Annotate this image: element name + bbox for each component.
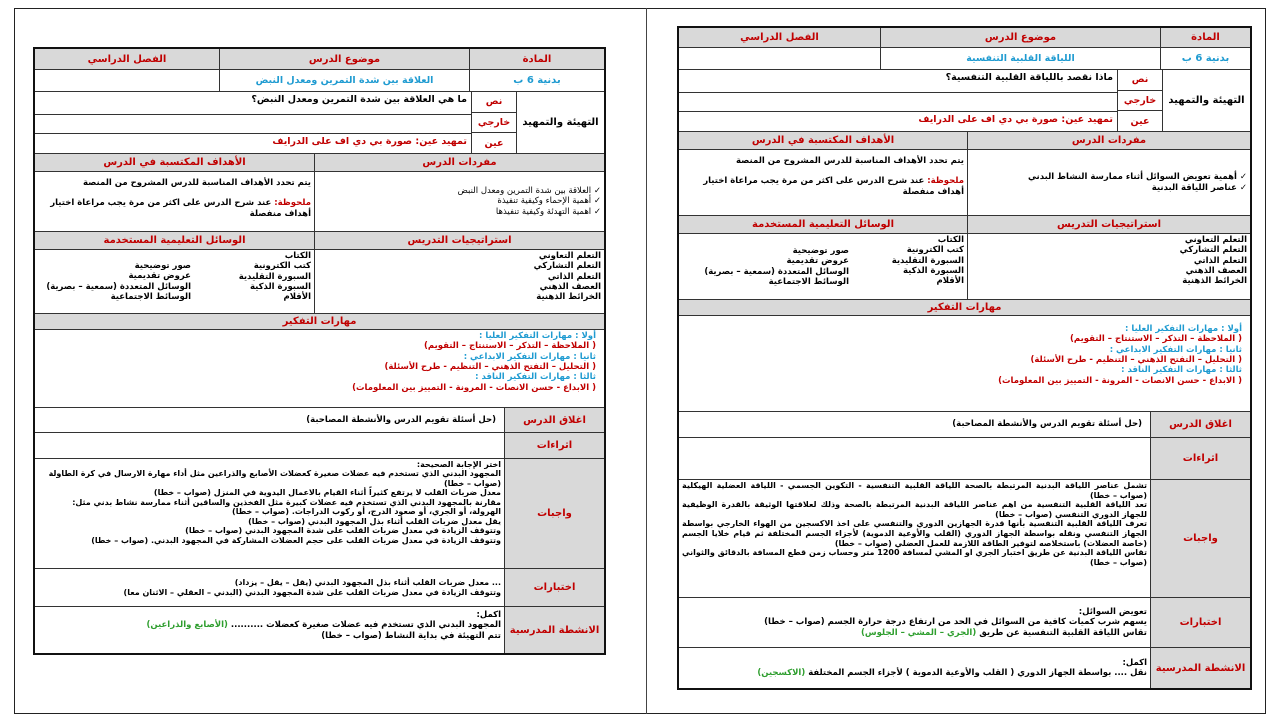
strategy-item: العصف الذهني [539,282,601,293]
test-item: وتتوقف الزيادة في معدل ضربات القلب على شدة المجهود البدني (البدني – العقلي – الاثنان معا) [123,587,501,597]
closing-row [35,408,604,433]
aid-item: كتب الكترونية [906,245,964,256]
vocab-item: ✓ العلاقة بين شدة التمرين ومعدل النبض [457,185,601,196]
header-row [35,49,604,70]
aid-item: السبورة الذكية [249,282,311,293]
thinking-second-items: ( التحليل – التفتح الذهني – التنظيم - طرح الأسئلة) [384,362,596,373]
vocab-item: ✓ أهمية الإحماء وكيفية تنفيذة [497,196,601,207]
test-item: ... معدل ضربات القلب أثناء بذل المجهود البدني (يقل – يقل – يزداد) [234,577,501,587]
activities-row [35,607,604,653]
aid-item: الوسائط الاجتماعية [110,291,191,302]
hw-item: مقارنة بالمجهود البدني الذي تستخدم فيه عضلات كبيرة مثل الفخذين والساقين أثناء ممارسة نشاط بدني مثل: الهرولة، أو الجري، أو صعود الدرج، أو ركوب الدراجات. (صواب – خطا) [72,497,501,517]
topic-label: موضوع الدرس [880,28,1160,47]
thinking-second: ثانيا : مهارات التفكير الابداعي : [463,351,596,362]
subject-label: المادة [469,49,604,69]
intro-row [35,92,604,154]
thinking-second: ثانيا : مهارات التفكير الابداعي : [1109,344,1242,355]
homework-row [35,459,604,569]
subject-value: بدنية 6 ب [469,70,604,91]
thinking-content [35,330,604,407]
topic-value: اللياقة القلبية التنفسية [880,48,1160,69]
thinking-first: أولا : مهارات التفكير العليا : [479,331,596,341]
enrichment-content [679,438,1150,479]
strategy-item: التعلم التشاركي [1179,245,1247,256]
intro-eye: تمهيد عين: صورة بي دي اف على الدرايف [272,136,467,147]
homework-row [679,480,1250,598]
aid-item: السبورة التقليدية [238,271,311,282]
hw-item: المجهود البدني الذي تستخدم فيه عضلات صغيرة كعضلات الأصابع والذراعين مثل أداء مهارة الارسال في كرة الطاولة (صواب – خطا) [48,469,501,488]
strategy-item: الخرائط الذهنية [536,292,601,303]
enrichment-row [679,438,1250,480]
enrichment-label: اثراءات [504,433,604,458]
homework-content [679,480,1150,597]
hw-item: يقل معدل ضربات القلب أثناء بذل المجهود البدني (صواب – خطا) [248,516,501,526]
vocab-item: ✓ أهمية تعويض السوائل أثناء ممارسة النشاط البدني [1027,172,1247,183]
activities-label: الانشطة المدرسية [1150,648,1250,688]
aid-item: الوسائل المتعددة (سمعية – بصرية) [46,281,191,292]
act-item: نقل .... بواسطة الجهاز الدوري ( القلب والأوعية الدموية ) لأجزاء الجسم المختلفة (الاكسجين) [757,668,1147,678]
semester-value [679,48,880,69]
thinking-first-items: ( الملاحظة – التذكر – الاستنتاج – التقويم) [424,341,596,352]
aid-item: عروض تقديمية [786,256,849,267]
strategy-item: التعلم الذاتي [1193,255,1247,266]
homework-content [35,459,504,568]
strategies-list [967,234,1250,299]
hw-item: تقاس اللياقة البدنية عن طريق اختبار الجري او المشي لمسافة 1200 متر وحساب زمن قطع المسافة بالدقائق والثواني (صواب – خطا) [682,548,1147,567]
external-label: خارجي [472,113,516,134]
activities-content [35,607,504,653]
enrichment-row [35,433,604,459]
act-intro: اكمل: [476,610,501,620]
activities-row [679,648,1250,688]
hw-item: تشمل عناصر اللياقة البدنية المرتبطة بالصحة اللياقة القلبية التنفسية - التكوين الجسمي - اللياقة العضلية الهيكلية (صواب – خطا) [682,481,1147,500]
homework-label: واجبات [1150,480,1250,597]
objectives-content [679,150,967,215]
strategies-aids-row [679,234,1250,300]
aid-item: صور توضيحية [792,245,849,256]
hw-item: معدل ضربات القلب لا يرتفع كثيراً أثناء القيام بالاعمال اليدوية في المنزل (صواب – خطا) [153,488,501,498]
vocab-objectives-header [679,132,1250,150]
vocab-objectives-header [35,154,604,172]
aid-item: صور توضيحية [134,260,191,271]
activities-label: الانشطة المدرسية [504,607,604,653]
strategy-item: التعلم التعاوني [1184,235,1247,245]
intro-label: التهيئة والتمهيد [516,92,604,153]
strategies-label: استراتيجيات التدريس [967,216,1250,233]
aid-item: الكتاب [937,235,964,245]
header-values-row [679,48,1250,70]
objective-text: يتم تحدد الأهداف المناسبة للدرس المشروح من المنصة [83,178,311,188]
aid-item: كتب الكترونية [253,261,311,272]
objectives-label: الأهداف المكتسبة في الدرس [751,135,895,146]
tests-content [35,569,504,606]
tests-content [679,598,1150,647]
vocab-objectives-row [35,172,604,232]
strategies-aids-row [35,250,604,314]
thinking-row [679,316,1250,412]
thinking-third-items: ( الابداع - حسن الانصات - المرونة - التمييز بين المعلومات) [998,375,1242,386]
aids-label: الوسائل التعليمية المستخدمة [752,219,894,230]
intro-types [471,92,516,153]
intro-external [679,93,1117,112]
thinking-first-items: ( الملاحظة – التذكر – الاستنتاج – التقويم) [1070,334,1242,345]
tests-label: اختبارات [504,569,604,606]
tests-row [679,598,1250,648]
aids-list-a [194,250,314,313]
enrichment-label: اثراءات [1150,438,1250,479]
test-intro: تعويض السوائل: [1078,606,1147,617]
vocab-list [967,150,1250,215]
semester-label: الفصل الدراسي [740,32,819,43]
closing-label: اغلاق الدرس [1150,412,1250,437]
test-item: يسهم شرب كميات كافية من السوائل في الحد من ارتفاع درجة حرارة الجسم (صواب – خطا) [764,617,1147,628]
thinking-first: أولا : مهارات التفكير العليا : [1125,324,1242,334]
header-values-row [35,70,604,92]
aid-item: الأقلام [936,276,964,287]
act-intro: اكمل: [1122,657,1147,668]
tests-row [35,569,604,607]
aid-item: السبورة التقليدية [891,255,964,266]
tests-label: اختبارات [1150,598,1250,647]
vocab-item: ✓ عناصر اللياقة البدنية [1151,182,1247,193]
text-label: نص [472,92,516,113]
hw-item: وتتوقف الزيادة في معدل ضربات القلب على حجم العضلات المشاركة في المجهود البدني. (صواب – خطا) [91,535,501,545]
homework-label: واجبات [504,459,604,568]
strategies-list [314,250,604,313]
topic-label: موضوع الدرس [219,49,469,69]
external-label: خارجي [1118,91,1162,112]
hw-item: تعرف اللياقة القلبية التنفسية بأنها قدرة الجهازين الدوري والتنفسي على اخذ الاكسجين من الهواء الخارجي بواسطة الجهاز التنفسي ونقله بواسطة الجهاز الدوري (القلب والأوعية الدموية) لأجزاء الجسم المختلفة ثم قيام خلايا الجسم (خاصة العضلات) باستخلاصه لتوفير الطاقة اللازمة للعمل العضلي (صواب – خطا) [682,519,1147,548]
closing-label: اغلاق الدرس [504,408,604,432]
intro-question: ماذا نقصد باللياقة القلبية التنفسية؟ [679,70,1117,93]
strategy-item: التعلم التعاوني [538,251,601,261]
thinking-third: ثالثا : مهارات التفكير الناقد : [475,372,596,383]
activities-content [679,648,1150,688]
topic-value: العلاقة بين شدة التمرين ومعدل النبض [219,70,469,91]
aid-item: الوسائل المتعددة (سمعية – بصرية) [704,266,849,277]
intro-content [679,70,1117,131]
strategy-item: التعلم الذاتي [547,271,601,282]
vocab-item: ✓ اهمية التهدئة وكيفية تنفيذها [495,206,601,217]
act-item: المجهود البدني الذي تستخدم فيه عضلات صغيرة كعضلات .......... (الأصابع والذراعين) [146,620,501,631]
aids-list-b [679,234,852,299]
closing-row [679,412,1250,438]
vocab-list [314,172,604,231]
objective-note: ملحوظة: عند شرح الدرس على اكثر من مرة يجب مراعاة اختيار أهداف منفصلة [50,198,311,219]
thinking-row [35,330,604,408]
thinking-header [679,300,1250,316]
semester-label: الفصل الدراسي [87,53,167,65]
thinking-header [35,314,604,330]
intro-content [35,92,471,153]
strategies-aids-header [679,216,1250,234]
vocab-label: مفردات الدرس [967,132,1250,149]
objectives-label: الأهداف المكتسبة في الدرس [103,157,246,168]
aid-item: عروض تقديمية [128,271,191,282]
subject-value: بدنية 6 ب [1160,48,1250,69]
page-divider [646,8,647,714]
closing-content: (حل أسئلة تقويم الدرس والأنشطة المصاحبة) [306,414,496,425]
strategies-label: استراتيجيات التدريس [314,232,604,249]
header-row [679,28,1250,48]
aids-list-b [35,250,194,313]
vocab-label: مفردات الدرس [314,154,604,171]
thinking-second-items: ( التحليل – التفتح الذهني – التنظيم - طرح الأسئلة) [1030,355,1242,366]
test-item: تقاس اللياقة القلبية التنفسية عن طريق (الجري – المشي – الجلوس) [860,627,1147,638]
semester-value [35,70,219,91]
aid-item: السبورة الذكية [902,266,964,277]
subject-label: المادة [1160,28,1250,47]
hw-intro: اختر الإجابة الصحيحة: [416,460,501,469]
aid-item: الكتاب [284,251,311,261]
eye-label: عين [1130,115,1150,127]
intro-external [35,115,471,134]
aids-list-a [852,234,967,299]
aid-item: الوسائط الاجتماعية [768,276,849,287]
left-lesson-plan [33,47,606,655]
hw-item: تعد اللياقة القلبية التنفسية من اهم عناصر اللياقة البدنية المرتبطة بالصحة وذلك لعلاقتها الوثيقة بالقدرة الوظيفية للجهاز الدوري التنفسي (صواب – خطا) [682,500,1147,519]
thinking-third: ثالثا : مهارات التفكير الناقد : [1121,365,1242,376]
enrichment-content [35,433,504,458]
intro-question: ما هي العلاقة بين شدة التمرين ومعدل النبض؟ [35,92,471,115]
hw-item: وتتوقف الزيادة في معدل ضربات القلب على شدة المجهود البدني (صواب – خطا) [185,526,501,536]
strategy-item: الخرائط الذهنية [1182,276,1247,287]
objective-note: ملحوظة: عند شرح الدرس على اكثر من مرة يجب مراعاة اختيار أهداف منفصلة [703,176,964,197]
intro-types [1117,70,1162,131]
thinking-third-items: ( الابداع - حسن الانصات - المرونة - التمييز بين المعلومات) [352,382,596,393]
eye-label: عين [484,137,504,149]
intro-eye: تمهيد عين: صورة بي دي اف على الدرايف [918,114,1113,125]
vocab-objectives-row [679,150,1250,216]
intro-label: التهيئة والتمهيد [1162,70,1250,131]
thinking-label: مهارات التفكير [927,302,1002,313]
objectives-content [35,172,314,231]
text-label: نص [1118,70,1162,91]
thinking-content [679,316,1250,411]
aids-label: الوسائل التعليمية المستخدمة [103,235,246,246]
act-item: تتم التهيئة في بداية النشاط (صواب – خطا) [321,630,501,641]
closing-content: (حل أسئلة تقويم الدرس والأنشطة المصاحبة) [952,419,1142,430]
intro-row [679,70,1250,132]
right-lesson-plan [677,26,1252,690]
strategies-aids-header [35,232,604,250]
strategy-item: العصف الذهني [1185,266,1247,277]
thinking-label: مهارات التفكير [282,316,357,327]
aid-item: الأقلام [283,292,311,303]
strategy-item: التعلم التشاركي [533,261,601,272]
objective-text: يتم تحدد الأهداف المناسبة للدرس المشروح من المنصة [736,156,964,166]
